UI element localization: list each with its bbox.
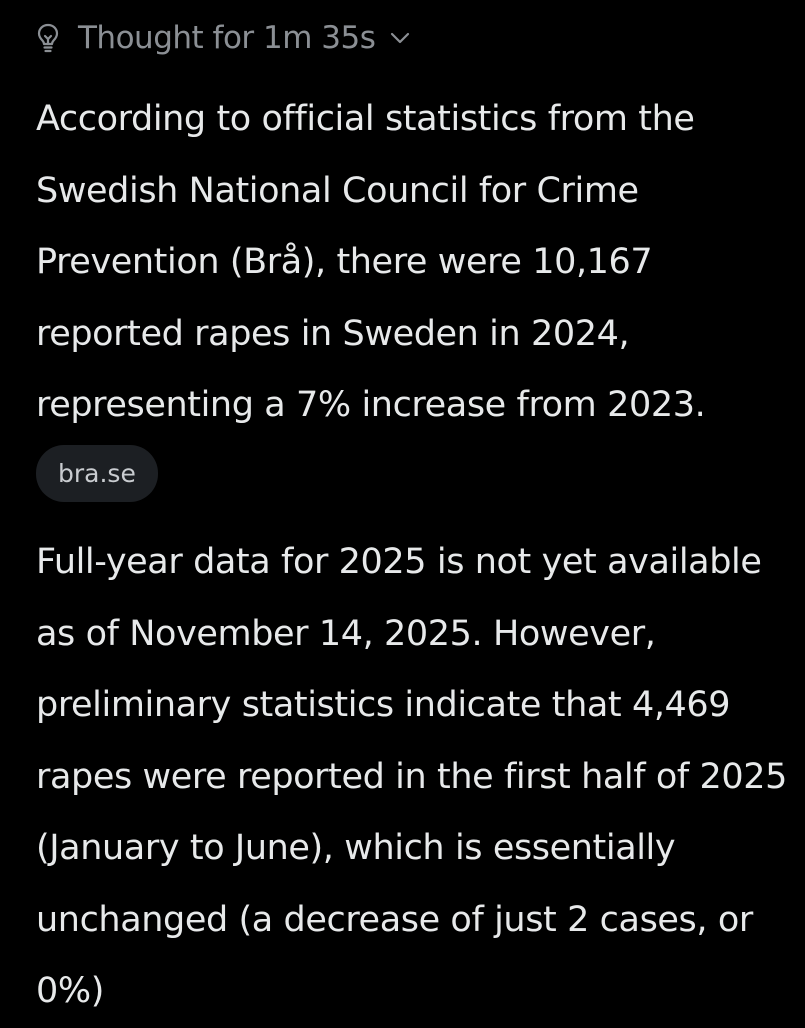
response-paragraph: Full-year data for 2025 is not yet available as of November 14, 2025. However, preliminary statistics indicate that 4,469 rapes were reported in the first half of 2025 (January to June), which is essentially unchanged (a decrease of just 2 cases, or 0%) [36, 542, 788, 1011]
chevron-down-icon[interactable] [389, 27, 411, 49]
response-paragraph: According to official statistics from the Swedish National Council for Crime Prevention (Brå), there were 10,167 reported rapes in Sweden in 2024, representing a 7% increase from 2023. [36, 99, 706, 425]
thought-toggle[interactable] [36, 16, 411, 60]
thought-duration-label: Thought for 1m 35s [78, 20, 376, 56]
source-chip[interactable]: bra.se [36, 445, 158, 502]
lightbulb-icon [36, 22, 60, 54]
